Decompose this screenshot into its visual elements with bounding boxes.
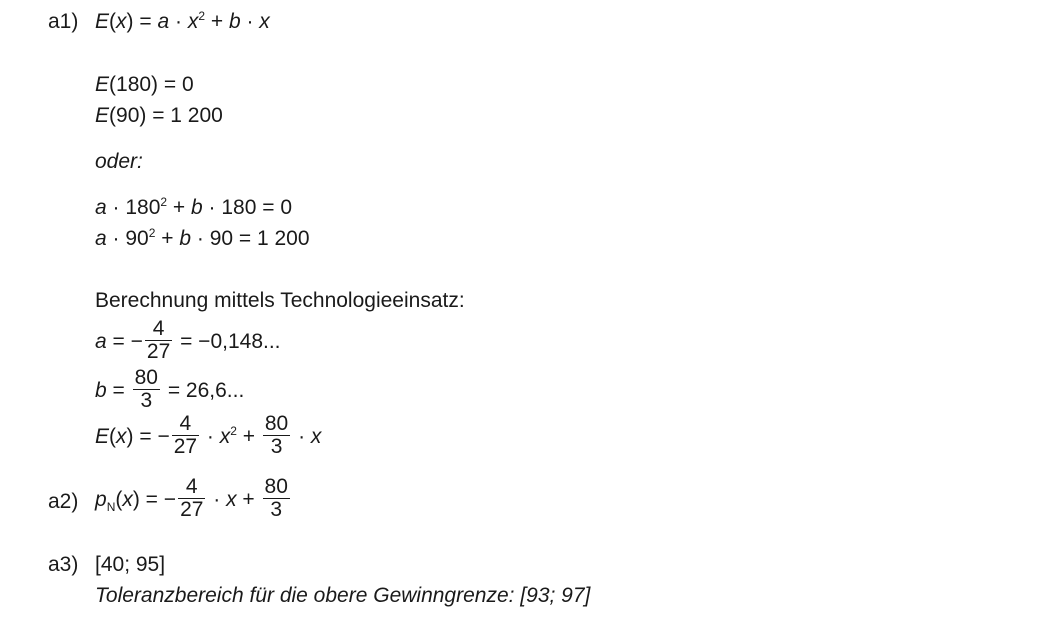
oder-text: oder: — [95, 150, 143, 173]
fraction: $\frac{80}{3}$ — [264, 412, 289, 458]
label-a3: a3) — [48, 553, 79, 576]
technology-text: Berechnung mittels Technologieeinsatz: — [95, 289, 465, 312]
tolerance-text: Toleranzbereich für die obere Gewinngrenze: [93; 97] — [95, 584, 591, 607]
fraction: $\frac{4}{27}$ — [173, 412, 198, 458]
condition-E180: E(180) = 0 — [95, 73, 194, 96]
interval-text: [40; 95] — [95, 553, 166, 576]
label-a2: a2) — [48, 490, 79, 513]
label-a1: a1) — [48, 10, 79, 33]
result-E: E(x) = − $\frac{4}{27}$ · $x^2$ + $\frac{80}{3}$ · x — [95, 412, 322, 458]
price-function: $p_N(x)$ = − $\frac{4}{27}$ · x + $\frac{80}{3}$ — [95, 475, 288, 521]
equation-1: $a \cdot 180^2 + b \cdot 180 = 0$ — [95, 195, 293, 219]
function-E-definition: $E(x) = a \cdot x^2 + b \cdot x$ — [95, 9, 270, 33]
equation-2: $a \cdot 90^2 + b \cdot 90 = 1$ 200 — [95, 226, 310, 250]
result-a: a = − $\frac{4}{27}$ = −0,148... — [95, 317, 281, 363]
result-b: b = $\frac{80}{3}$ = 26,6... — [95, 366, 245, 412]
fraction: $\frac{80}{3}$ — [264, 475, 288, 521]
condition-E90: E(90) = 1 200 — [95, 104, 223, 127]
fraction: $\frac{80}{3}$ — [134, 366, 158, 412]
fraction: $\frac{4}{27}$ — [180, 475, 204, 521]
fraction: $\frac{4}{27}$ — [146, 317, 171, 363]
